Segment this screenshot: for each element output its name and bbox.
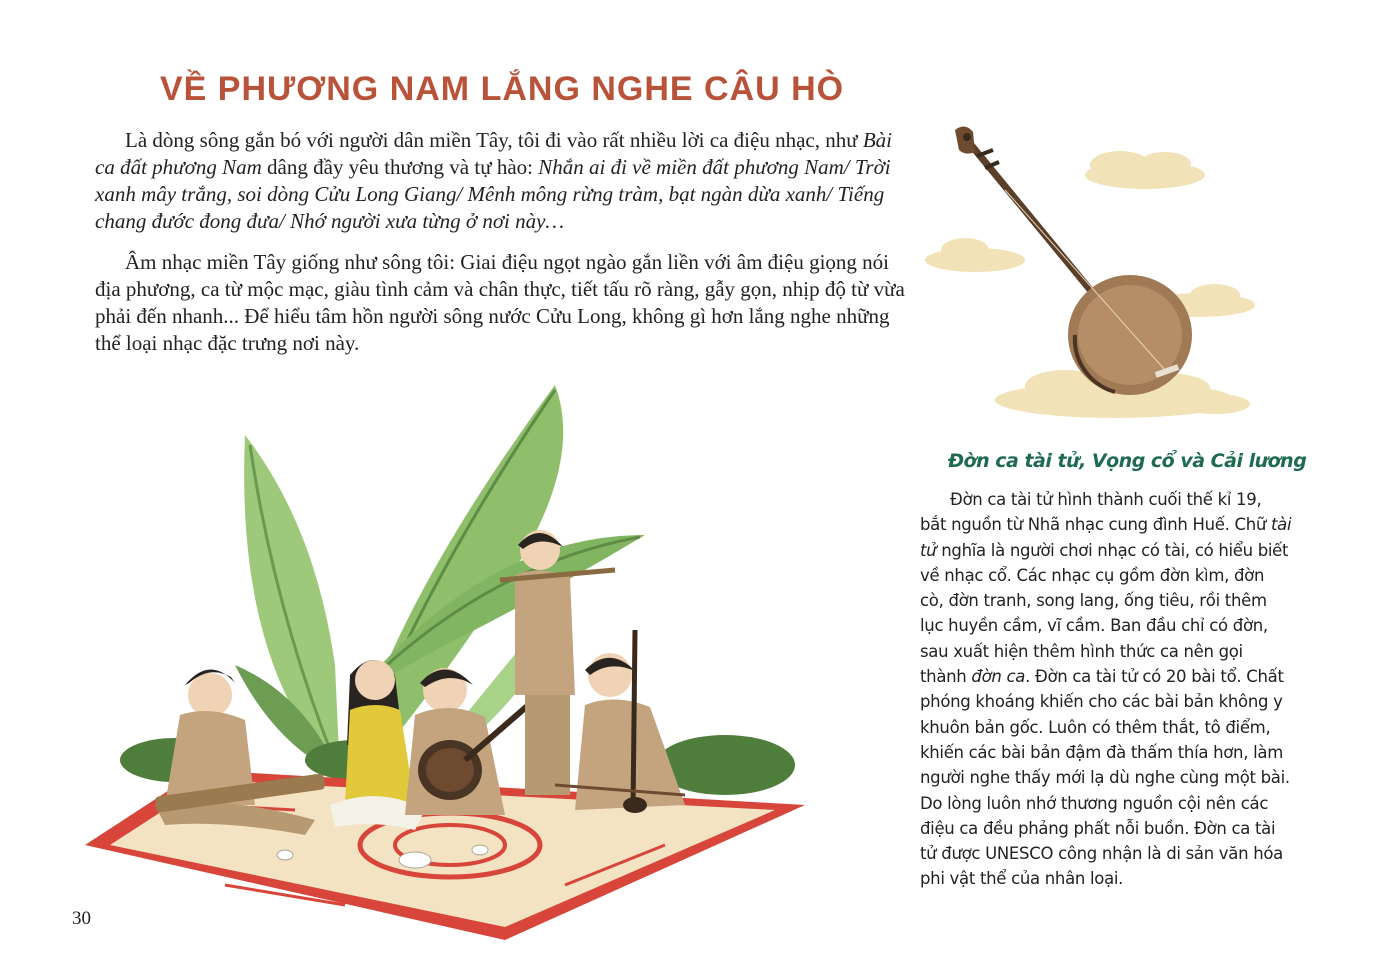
intro-text: dâng đầy yêu thương và tự hào: — [261, 155, 539, 179]
page-title: VỀ PHƯƠNG NAM LẮNG NGHE CÂU HÒ — [160, 70, 845, 108]
sidebar-term: đờn ca — [971, 667, 1026, 687]
sidebar-text: Đờn ca tài tử hình thành cuối thế kỉ 19, bắt nguồn từ Nhã nhạc cung đình Huế. Chữ — [920, 490, 1271, 535]
song-lyrics: Nhắn ai đi về miền đất phương Nam/ Trời xanh mây trắng, soi dòng Cửu Long Giang/ Mênh mông rừng tràm, bạt ngàn dừa xanh/ Tiếng chang đước đong đưa/ Nhớ người xưa từng ở nơi này… — [95, 155, 891, 233]
intro-text: Là dòng sông gắn bó với người dân miền Tây, tôi đi vào rất nhiều lời ca điệu nhạc, như — [125, 128, 863, 152]
song-title: Bài ca đất phương Nam — [95, 128, 893, 179]
sidebar-heading: Đờn ca tài tử, Vọng cổ và Cải lương — [948, 450, 1307, 472]
fiddle-player-icon — [555, 630, 685, 813]
intro-paragraph-2 — [95, 249, 915, 357]
intro-paragraph-1 — [95, 127, 915, 235]
page-number: 30 — [72, 908, 91, 929]
sidebar-term: tài tử — [920, 515, 1292, 560]
sidebar-text: . Đờn ca tài tử có 20 bài tổ. Chất phóng khoáng khiến cho các bài bản không y khuôn bản gốc. Luôn có thêm thắt, tô điểm, khiến các bài bản đậm đà thấm thía hơn, làm người nghe thấy mới lạ dù nghe cùng một bài. Do lòng luôn nhớ thương nguồn cội nên các điệu ca đều phảng phất nỗi buồn. Đờn ca tài tử được UNESCO công nhận là di sản văn hóa phi vật thể của nhân loại. — [920, 667, 1290, 889]
musicians-illustration — [85, 365, 825, 945]
sidebar-text: nghĩa là người chơi nhạc có tài, có hiểu biết về nhạc cổ. Các nhạc cụ gồm đờn kìm, đờn cò, đờn tranh, song lang, ống tiêu, rồi thêm lục huyền cầm, vĩ cầm. Ban đầu chỉ có đờn, sau xuất hiện thêm hình thức ca nên gọi thành — [920, 540, 1289, 687]
sidebar-body — [920, 487, 1292, 892]
moon-lute-illustration — [915, 120, 1275, 430]
intro-text: Âm nhạc miền Tây giống như sông tôi: Giai điệu ngọt ngào gắn liền với âm điệu giọng nói địa phương, ca từ mộc mạc, giàu tình cảm và chân thực, tiết tấu rõ ràng, gẫy gọn, nhịp độ từ vừa phải đến nhanh... Để hiểu tâm hồn người sông nước Cửu Long, không gì hơn lắng nghe những thể loại nhạc đặc trưng nơi này. — [95, 250, 905, 355]
